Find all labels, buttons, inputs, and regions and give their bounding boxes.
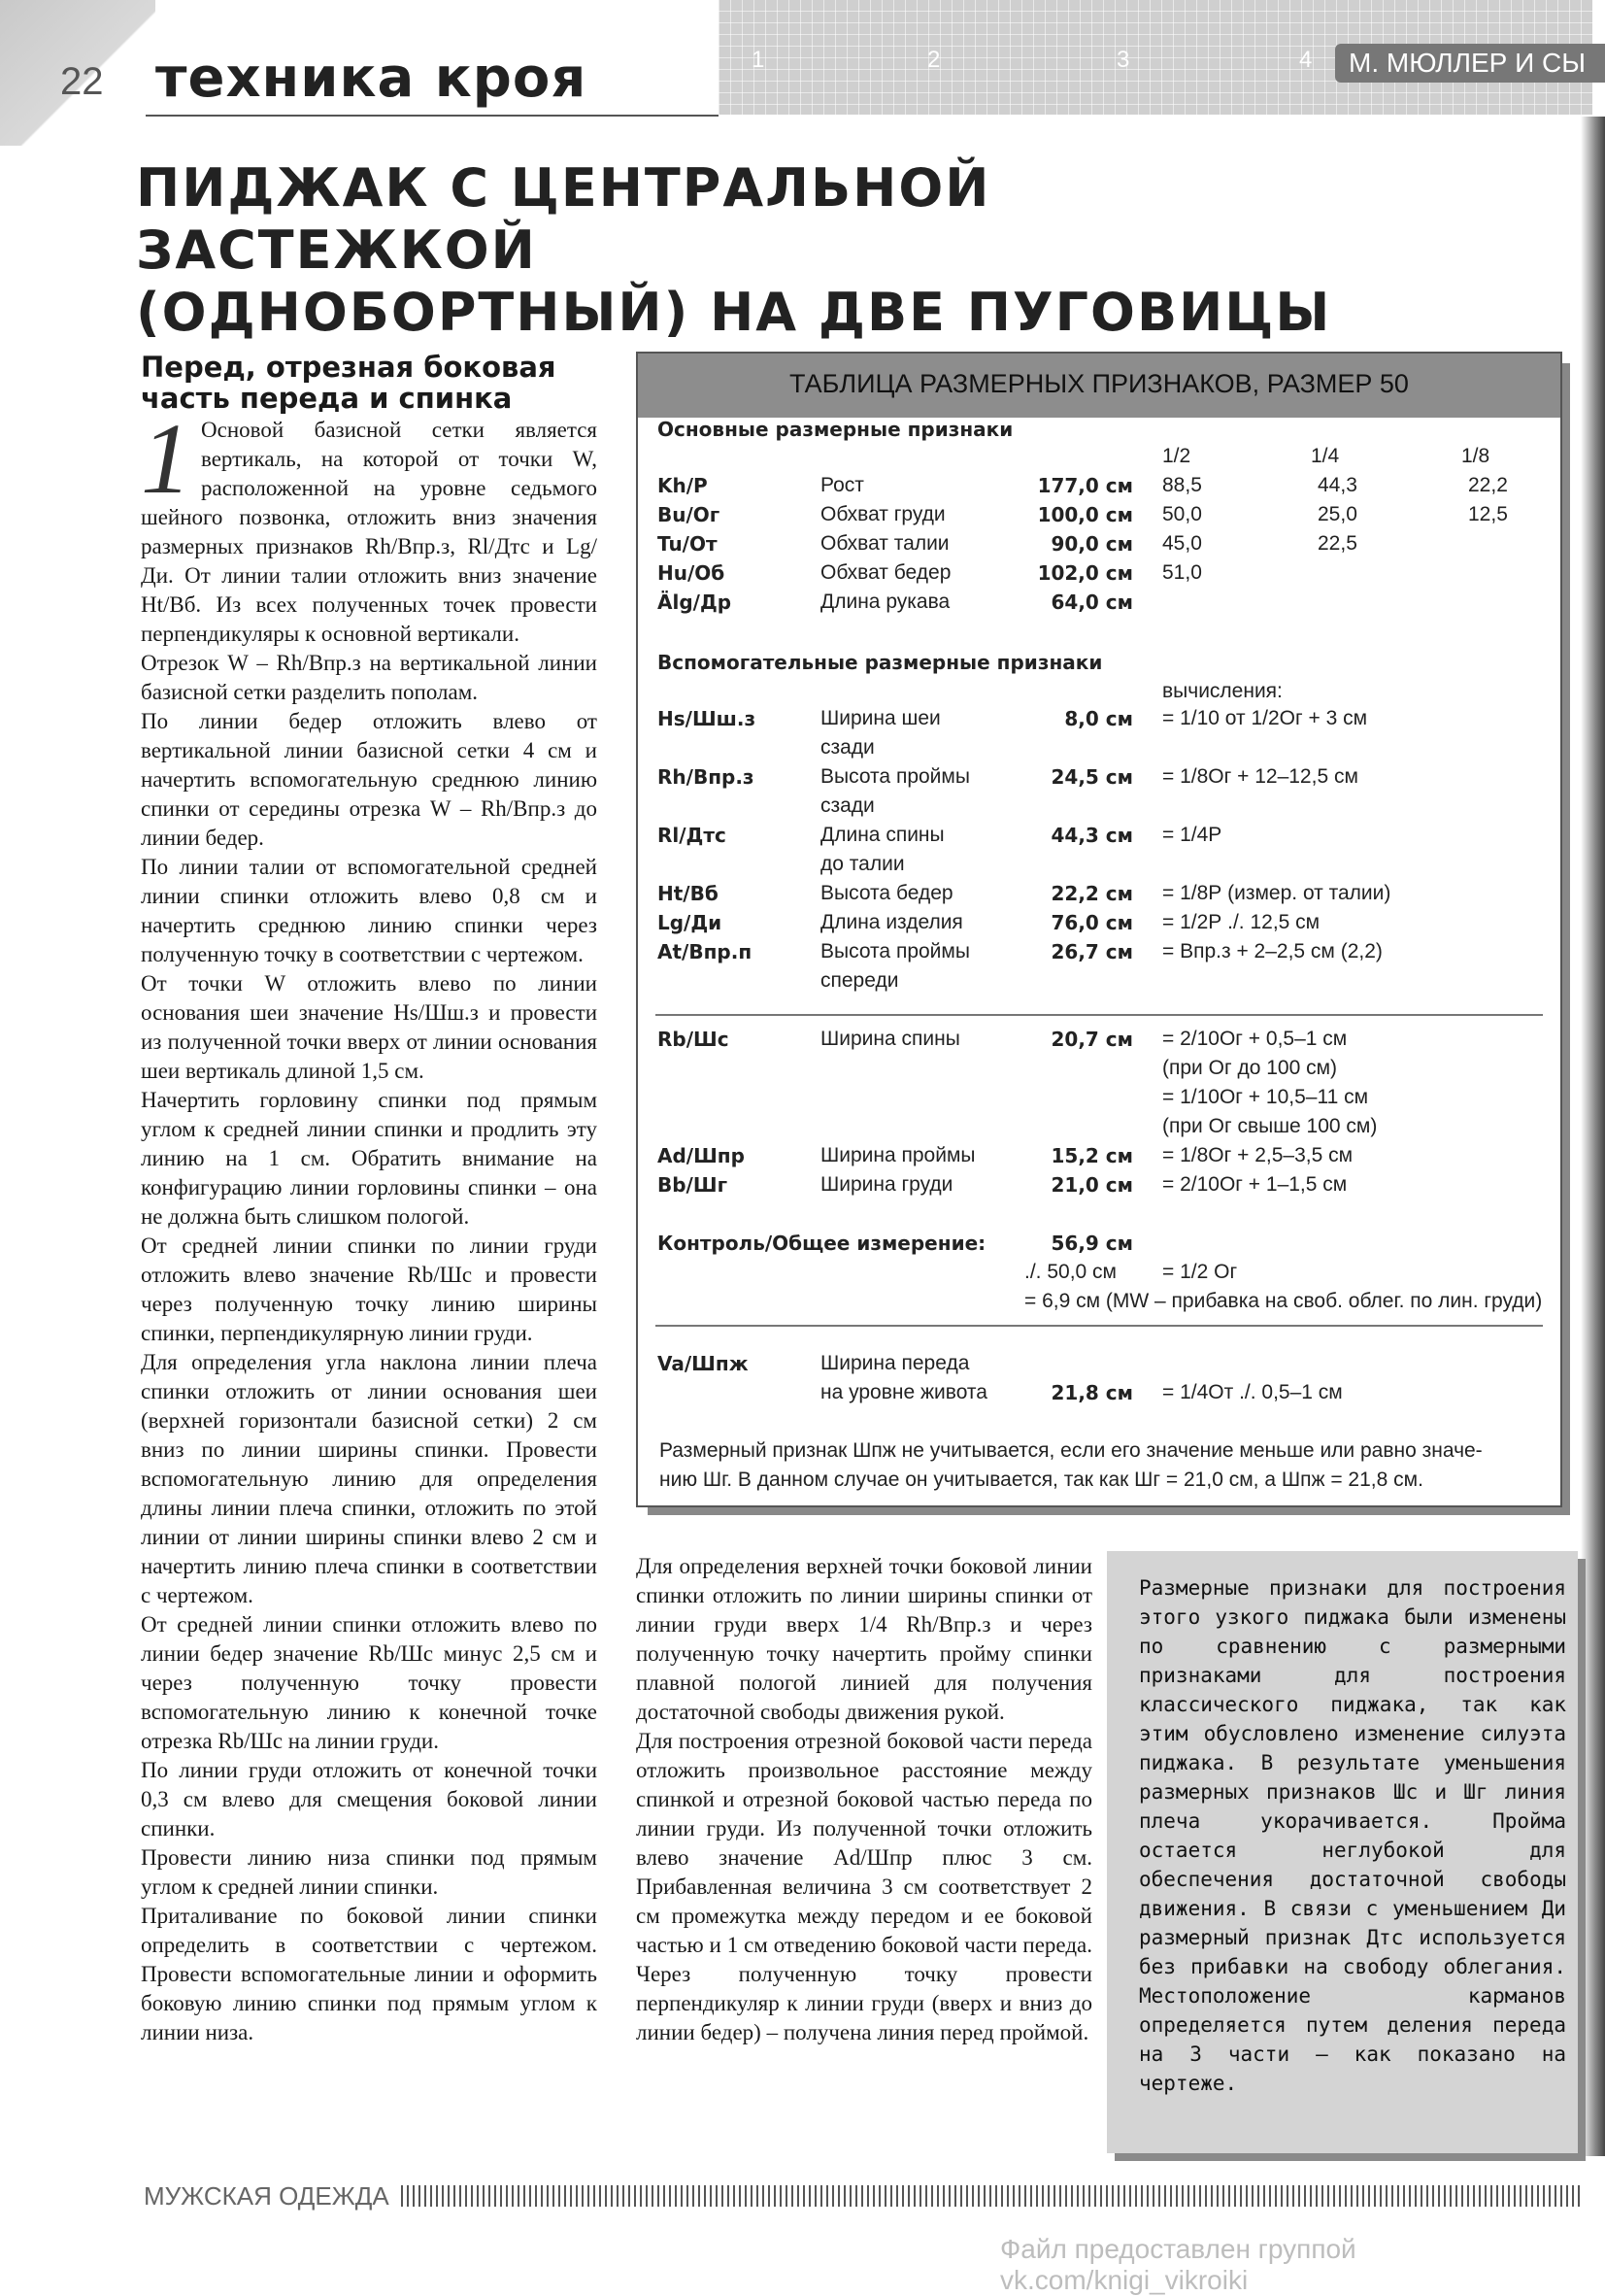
measure-value: 102,0 см (1037, 561, 1133, 585)
quarter-value: 44,3 (1318, 474, 1357, 496)
aux-measurements-heading: Вспомогательные размерные признаки (657, 651, 1103, 674)
calc-formula: = 1/4От ./. 0,5–1 см (1162, 1381, 1343, 1403)
ruler-number: 2 (927, 47, 941, 73)
paragraph: Приталивание по боковой линии спинки определить в соответствии с чертежом. Провести вспомогательные линии и оформить боковую линию спинки под прямым углом к линии низа. (141, 1904, 597, 2044)
measure-name: Длина изделия (820, 911, 963, 933)
table-row (638, 532, 1560, 561)
ad-row (638, 1144, 1560, 1173)
measure-code: Älg/Др (657, 591, 732, 614)
va-row (638, 1352, 1560, 1410)
table-row (638, 940, 1560, 998)
credit-watermark: Файл предоставлен группой vk.com/knigi_vikroiki (1000, 2234, 1356, 2295)
measure-value: 90,0 см (1051, 532, 1133, 556)
header-rule (146, 115, 719, 117)
control-value: 56,9 см (1051, 1232, 1133, 1255)
eighth-value: 12,5 (1468, 503, 1508, 525)
measure-name: Высота проймы (820, 940, 970, 962)
measure-name: Ширина спины (820, 1028, 960, 1050)
fraction-header: 1/2 (1162, 445, 1191, 467)
table-divider (655, 1014, 1543, 1016)
half-value: 88,5 (1162, 474, 1202, 496)
article-title-line-2: (ОДНОБОРТНЫЙ) НА ДВЕ ПУГОВИЦЫ (136, 282, 1332, 343)
article-title-line-1: ПИДЖАК С ЦЕНТРАЛЬНОЙ ЗАСТЕЖКОЙ (136, 157, 991, 281)
table-row (638, 474, 1560, 503)
main-rows (638, 474, 1560, 620)
fraction-header: 1/8 (1461, 445, 1490, 467)
aux-rows (638, 707, 1560, 998)
table-row (638, 591, 1560, 620)
half-value: 45,0 (1162, 532, 1202, 555)
measure-name: Обхват груди (820, 503, 946, 525)
footer-label: МУЖСКАЯ ОДЕЖДА (144, 2180, 389, 2211)
drop-cap: 1 (141, 403, 191, 515)
calc-note: (при Ог свыше 100 см) (1162, 1115, 1378, 1137)
paragraph: Для построения отрезной боковой части переда отложить произвольное расстояние между спинкой и отрезной боковой частью переда по линии груди. Из полученной точки отложить влево значение Ad/Шпр плюс 3 см. Прибавленная величина 3 см соответствует 2 см промежутка между передом и ее боковой частью и 1 см отведению боковой части переда. Через полученную точку провести перпендикуляр к линии груди (вверх и вниз до линии бедер) – получена линия перед проймой. (636, 1729, 1092, 2044)
measure-name-line2: до талии (820, 853, 905, 875)
paragraph: От средней линии спинки по линии груди отложить влево значение Rb/Шс и провести через полученную точку линию ширины спинки, перпендикулярную линии груди. (141, 1233, 597, 1345)
calc-formula: = 1/10 от 1/2Ог + 3 см (1162, 707, 1368, 729)
footnote-line-2: нию Шг. В данном случае он учитывается, так как Шг = 21,0 см, а Шпж = 21,8 см. (659, 1469, 1423, 1491)
measure-name: Рост (820, 474, 864, 496)
measure-name: Ширина шеи (820, 707, 941, 729)
calc-formula: = 1/4Р (1162, 824, 1222, 846)
measure-value: 21,0 см (1051, 1173, 1133, 1197)
measure-code: Hs/Шш.з (657, 707, 756, 730)
table-divider (655, 1325, 1543, 1327)
measure-name: Ширина переда (820, 1352, 970, 1374)
table-row (638, 707, 1560, 765)
paragraph: Начертить горловину спинки под прямым углом к средней линии спинки и продлить эту линию на 1 см. Обратить внимание на конфигурацию линии горловины спинки – она не должна быть слишком пологой. (141, 1088, 597, 1229)
measure-name-line2: на уровне живота (820, 1381, 987, 1403)
paragraph: От средней линии спинки отложить влево по линии бедер значение Rb/Шс минус 2,5 см и через полученную точку провести вспомогательную линию к конечной точке отрезка Rb/Шс на линии груди. (141, 1612, 597, 1753)
footnote-line-1: Размерный признак Шпж не учитывается, если его значение меньше или равно значе- (659, 1439, 1483, 1462)
author-tab: М. МЮЛЛЕР И СЫ (1335, 44, 1605, 83)
measure-value: 21,8 см (1051, 1381, 1133, 1404)
measure-name: Обхват талии (820, 532, 950, 555)
paragraph: По линии груди отложить от конечной точки 0,3 см влево для смещения боковой линии спинки. (141, 1758, 597, 1840)
measure-name: Ширина проймы (820, 1144, 976, 1166)
paragraph: Отрезок W – Rh/Впр.з на вертикальной линии базисной сетки разделить пополам. (141, 651, 597, 704)
section-title: техника кроя (155, 47, 587, 110)
paragraph: От точки W отложить влево по линии основания шеи значение Hs/Шш.з и провести из полученной точки вверх от линии основания шеи вертикаль длиной 1,5 см. (141, 971, 597, 1083)
calc-formula: = 2/10Ог + 1–1,5 см (1162, 1173, 1348, 1196)
control-minus: ./. 50,0 см (1024, 1261, 1117, 1283)
table-row (638, 503, 1560, 532)
calc-formula: = 1/10Ог + 10,5–11 см (1162, 1086, 1369, 1108)
measure-value: 177,0 см (1037, 474, 1133, 497)
paragraph: Основой базисной сетки является вертикаль, на которой от точки W, расположенной на уровне седьмого шейного позвонка, отложить вниз значения размерных признаков Rh/Впр.з, Rl/Дтс и Lg/Ди. От линии талии отложить вниз значение Ht/Вб. Из всех полученных точек провести перпендикуляры к основной вертикали. (141, 418, 597, 646)
measure-name: Обхват бедер (820, 561, 952, 584)
measure-value: 44,3 см (1051, 824, 1133, 847)
control-label: Контроль/Общее измерение: (657, 1232, 986, 1255)
table-row (638, 824, 1560, 882)
measure-code: Ht/Вб (657, 882, 719, 905)
measurement-table (636, 352, 1562, 1507)
table-row (638, 765, 1560, 824)
measure-code: Rb/Шс (657, 1028, 729, 1051)
measure-code: Bb/Шг (657, 1173, 728, 1197)
calc-label: вычисления: (1162, 680, 1283, 702)
table-row (638, 911, 1560, 940)
quarter-value: 22,5 (1318, 532, 1357, 555)
side-note-text: Размерные признаки для построения этого узкого пиджака были изменены по сравнению с размерными признаками для построения классического пиджака, так как этим обусловлено изменение силуэта пиджака. В результате уменьшения размерных признаков Шс и Шг линия плеча укорачивается. Пройма остается неглубокой для обеспечения достаточной свободы движения. В связи с уменьшением Ди размерный признак Дтс используется без прибавки на свободу облегания. Местоположение карманов определяется путем деления переда на 3 части – как показано на чертеже. (1139, 1576, 1566, 2095)
footer-barcode-strip (401, 2185, 1581, 2207)
measure-value: 100,0 см (1037, 503, 1133, 526)
calc-formula: = 2/10Ог + 0,5–1 см (1162, 1028, 1348, 1050)
table-title: ТАБЛИЦА РАЗМЕРНЫХ ПРИЗНАКОВ, РАЗМЕР 50 (789, 369, 1409, 398)
measure-code: Bu/Ог (657, 503, 720, 526)
measure-name: Длина спины (820, 824, 945, 846)
table-row (638, 882, 1560, 911)
measure-value: 26,7 см (1051, 940, 1133, 963)
calc-formula: = 1/8Ог + 12–12,5 см (1162, 765, 1358, 788)
body-column-1 (141, 403, 597, 2047)
measure-code: Ad/Шпр (657, 1144, 745, 1167)
measure-value: 20,7 см (1051, 1028, 1133, 1051)
measure-value: 64,0 см (1051, 591, 1133, 614)
article-title (136, 157, 1398, 344)
ruler-number: 1 (752, 47, 765, 73)
main-measurements-heading: Основные размерные признаки (657, 418, 1014, 441)
paragraph: Для определения верхней точки боковой линии спинки отложить по линии ширины спинки от линии груди вверх 1/4 Rh/Впр.з и через полученную точку начертить пройму спинки плавной пологой линией для получения достаточной свободы движения рукой. (636, 1554, 1092, 1724)
measure-code: Kh/P (657, 474, 708, 497)
measure-code: Hu/Об (657, 561, 725, 585)
measure-name-line2: сзади (820, 736, 875, 759)
ruler-number: 3 (1117, 47, 1130, 73)
calc-note: (при Ог до 100 см) (1162, 1057, 1338, 1079)
table-row (638, 561, 1560, 591)
calc-formula: = 1/2Р ./. 12,5 см (1162, 911, 1321, 933)
measure-name-line2: сзади (820, 794, 875, 817)
measure-name: Ширина груди (820, 1173, 953, 1196)
subheading-line-2: часть переда и спинка (141, 382, 513, 415)
paragraph: По линии талии от вспомогательной средней линии спинки отложить влево 0,8 см и начертить среднюю линию спинки через полученную точку в соответствии с чертежом. (141, 855, 597, 966)
measure-code: Tu/От (657, 532, 718, 556)
page-footer (144, 2182, 1581, 2210)
quarter-value: 25,0 (1318, 503, 1357, 525)
measure-code: Rl/Дтс (657, 824, 726, 847)
fraction-header: 1/4 (1311, 445, 1340, 467)
ruler-number: 4 (1299, 47, 1313, 73)
measure-name-line2: спереди (820, 969, 899, 992)
bb-row (638, 1173, 1560, 1202)
page-number: 22 (60, 60, 104, 103)
control-result: = 6,9 см (MW – прибавка на своб. облег. по лин. груди) (1024, 1290, 1543, 1312)
measure-code: At/Впр.п (657, 940, 752, 963)
calc-formula: = 1/8Р (измер. от талии) (1162, 882, 1391, 904)
control-block (638, 1232, 1560, 1319)
measure-value: 76,0 см (1051, 911, 1133, 934)
paragraph: Провести линию низа спинки под прямым углом к средней линии спинки. (141, 1845, 597, 1899)
measure-value: 8,0 см (1064, 707, 1133, 730)
calc-formula: = Впр.з + 2–2,5 см (2,2) (1162, 940, 1383, 962)
measure-name: Длина рукава (820, 591, 951, 613)
measure-value: 24,5 см (1051, 765, 1133, 789)
body-column-2 (636, 1552, 1092, 2047)
measure-code: Rh/Впр.з (657, 765, 754, 789)
subheading (141, 352, 607, 414)
calc-formula: = 1/8Ог + 2,5–3,5 см (1162, 1144, 1354, 1166)
measure-value: 22,2 см (1051, 882, 1133, 905)
measure-code: Va/Шпж (657, 1352, 749, 1375)
paragraph: Для определения угла наклона линии плеча спинки отложить от линии основания шеи (верхней горизонтали базисной сетки) 2 см вниз по линии ширины спинки. Провести вспомогательную линию для определения длины линии плеча спинки, отложить по этой линии от линии ширины спинки влево 2 см и начертить линию плеча спинки в соответствии с чертежом. (141, 1350, 597, 1607)
paragraph: По линии бедер отложить влево от вертикальной линии базисной сетки 4 см и начертить вспомогательную среднюю линию спинки от середины отрезка W – Rh/Впр.з до линии бедер. (141, 709, 597, 850)
half-value: 51,0 (1162, 561, 1202, 584)
measure-code: Lg/Ди (657, 911, 722, 934)
subheading-line-1: Перед, отрезная боковая (141, 351, 556, 384)
control-minus-calc: = 1/2 Ог (1162, 1261, 1238, 1283)
measure-value: 15,2 см (1051, 1144, 1133, 1167)
measure-name: Высота проймы (820, 765, 970, 788)
eighth-value: 22,2 (1468, 474, 1508, 496)
table-footnote (659, 1439, 1553, 1492)
half-value: 50,0 (1162, 503, 1202, 525)
rb-row (638, 1028, 1560, 1154)
measure-name: Высота бедер (820, 882, 953, 904)
